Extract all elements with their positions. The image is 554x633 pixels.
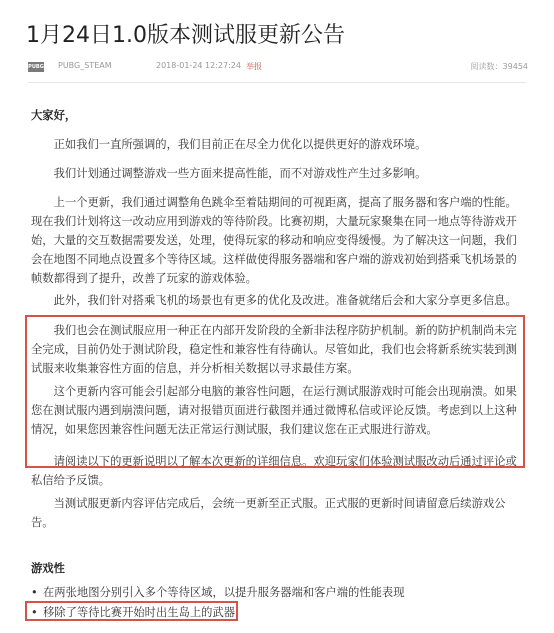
author-avatar[interactable]: PUBG xyxy=(28,64,44,70)
paragraph-2: 我们计划通过调整游戏一些方面来提高性能，而不对游戏性产生过多影响。 xyxy=(53,167,427,180)
page-title: 1月24日1.0版本测试服更新公告 xyxy=(26,23,345,48)
paragraph-3: 上一个更新，我们通过调整角色跳伞至着陆期间的可视距离，提高了服务器和客户端的性能。现在我们计划将这一改动应用到游戏的等待阶段。比赛初期，大量玩家聚集在同一地点等待游戏开始，大量的交互数据需要发送，处理，使得玩家的移动和响应变得缓慢。为了解决这一问题，我们会在地图不同地点设置多个等待区域。这样做使得服务器端和客户端的游戏初始到搭乘飞机场景的帧数都得到了提升，改善了玩家的游戏体验。 xyxy=(31,196,517,285)
list-item xyxy=(31,583,523,602)
greeting: 大家好， xyxy=(31,109,77,122)
author-name[interactable]: PUBG_STEAM xyxy=(58,61,112,70)
section-title-gameplay: 游戏性 xyxy=(31,562,65,575)
divider xyxy=(28,82,526,83)
highlight-box-anticheat xyxy=(25,315,525,468)
paragraph-7: 请阅读以下的更新说明以了解本次更新的详细信息。欢迎玩家们体验测试服改动后通过评论或私信给予反馈。 xyxy=(31,455,517,487)
paragraph-1: 正如我们一直所强调的，我们目前正在尽全力优化以提供更好的游戏环境。 xyxy=(53,138,427,151)
highlight-box-weapons xyxy=(25,601,238,621)
post-date: 2018-01-24 12:27:24 xyxy=(156,61,241,70)
paragraph-4: 此外，我们针对搭乘飞机的场景也有更多的优化及改进。准备就绪后会和大家分享更多信息。 xyxy=(53,294,517,307)
list-item-text: 移除了等待比赛开始时出生岛上的武器 xyxy=(43,606,236,619)
post-meta xyxy=(28,58,528,76)
list-item-text: 在两张地图分别引入多个等待区域，以提升服务器端和客户端的性能表现 xyxy=(43,586,405,599)
bullet-icon: • xyxy=(31,606,38,619)
view-count: 阅读数：39454 xyxy=(470,62,528,71)
bullet-icon: • xyxy=(31,586,38,599)
paragraph-5: 我们也会在测试服应用一种正在内部开发阶段的全新非法程序防护机制。新的防护机制尚未完全完成，目前仍处于测试阶段，稳定性和兼容性有待确认。尽管如此，我们也会将新系统实装到测试服来收集兼容性方面的信息，并分析相关数据以寻求最佳方案。 xyxy=(31,324,517,375)
paragraph-6: 这个更新内容可能会引起部分电脑的兼容性问题，在运行测试服游戏时可能会出现崩溃。如果您在测试服内遇到崩溃问题，请对报错页面进行截图并通过微博私信或评论反馈。考虑到以上这种情况，如果您因兼容性问题无法正常运行测试服，我们建议您在正式服进行游戏。 xyxy=(31,385,517,436)
report-link[interactable]: 举报 xyxy=(246,62,262,71)
paragraph-8: 当测试服更新内容评估完成后，会统一更新至正式服。正式服的更新时间请留意后续游戏公告。 xyxy=(31,497,506,529)
